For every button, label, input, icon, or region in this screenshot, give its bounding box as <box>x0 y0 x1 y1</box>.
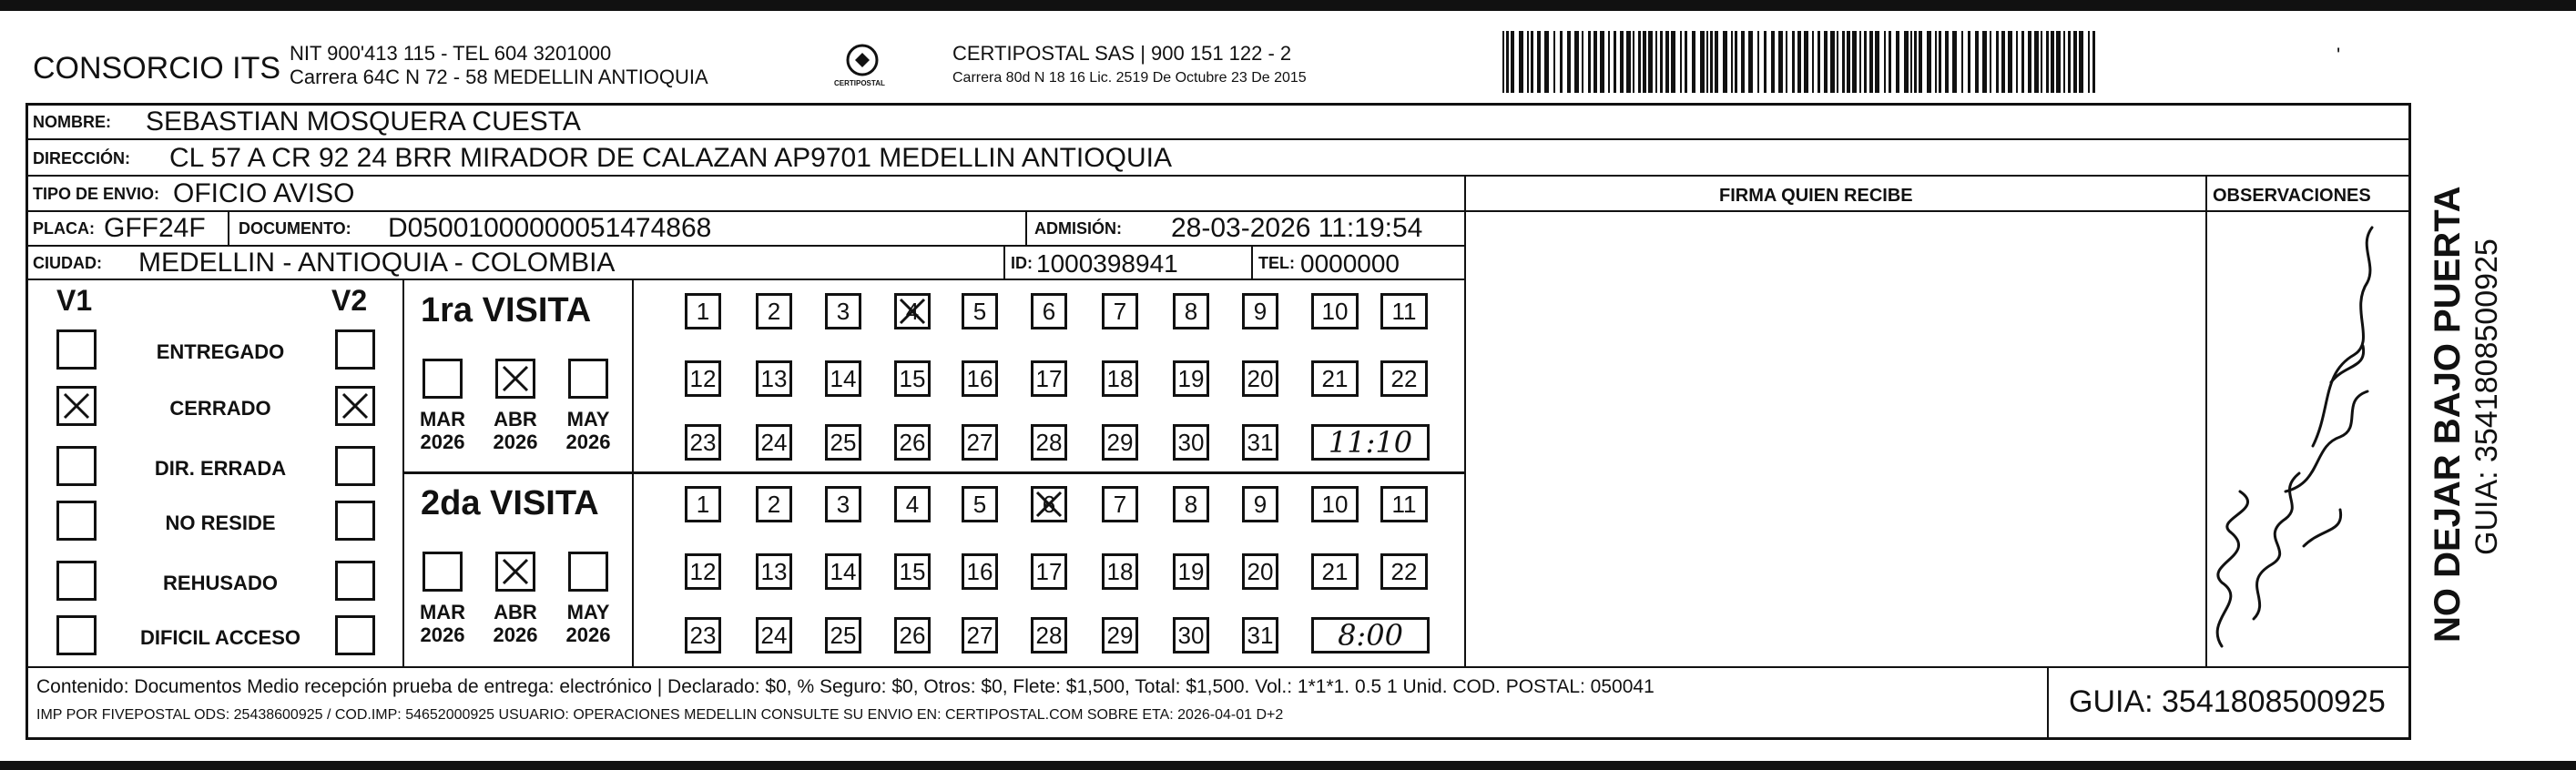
month-label: MAY 2026 <box>565 408 611 454</box>
barcode-bar <box>1544 31 1549 93</box>
barcode-bar <box>1643 31 1646 93</box>
barcode-bar <box>2008 31 2012 93</box>
row-line-3 <box>25 210 1464 212</box>
barcode-bar <box>2073 31 2077 93</box>
company-address: Carrera 64C N 72 - 58 MEDELLIN ANTIOQUIA <box>290 66 708 88</box>
barcode-bar <box>1910 31 1912 93</box>
recipient-address: CL 57 A CR 92 24 BRR MIRADOR DE CALAZAN AP9701 MEDELLIN ANTIOQUIA <box>169 143 1172 173</box>
visit-time[interactable]: 11:10 <box>1311 424 1430 461</box>
row-line-2 <box>25 175 2411 177</box>
barcode-bar <box>1735 31 1737 93</box>
day-box[interactable]: 8 <box>1173 486 1209 522</box>
barcode-bar <box>1582 31 1583 93</box>
day-box[interactable]: 6 <box>1031 486 1067 522</box>
barcode-bar <box>1919 31 1922 93</box>
day-box[interactable]: 12 <box>685 553 721 590</box>
barcode-bar <box>1975 31 1979 93</box>
barcode-bar <box>1715 31 1718 93</box>
v2-checkbox[interactable] <box>335 615 375 655</box>
barcode-bar <box>1852 31 1857 93</box>
carrier-name: CERTIPOSTAL SAS | 900 151 122 - 2 <box>952 42 1292 65</box>
barcode-bar <box>1884 31 1886 93</box>
barcode-bar <box>1648 31 1653 93</box>
month-label: ABR 2026 <box>493 601 538 647</box>
day-box[interactable]: 18 <box>1102 360 1138 397</box>
day-box[interactable]: 31 <box>1242 424 1278 461</box>
day-box[interactable]: 2 <box>756 293 792 329</box>
side-notice: NO DEJAR BAJO PUERTA <box>2428 186 2468 643</box>
barcode-bar <box>2001 31 2005 93</box>
barcode-bar <box>1626 31 1631 93</box>
barcode-bar <box>2088 31 2090 93</box>
day-box[interactable]: 13 <box>756 553 792 590</box>
barcode-bar <box>1506 31 1509 93</box>
day-mark-icon <box>1032 487 1066 529</box>
barcode <box>1502 31 2103 93</box>
day-box[interactable]: 7 <box>1102 486 1138 522</box>
barcode-bar <box>1588 31 1591 93</box>
tel-value: 0000000 <box>1300 249 1400 278</box>
barcode-bar <box>2051 31 2054 93</box>
day-box[interactable]: 8 <box>1173 293 1209 329</box>
barcode-bar <box>1875 31 1879 93</box>
barcode-bar <box>2063 31 2065 93</box>
visit-title: 2da VISITA <box>421 484 599 522</box>
month-checkbox[interactable] <box>568 359 608 399</box>
recipient-name: SEBASTIAN MOSQUERA CUESTA <box>146 106 581 137</box>
day-box[interactable]: 10 <box>1311 486 1359 522</box>
day-box[interactable]: 31 <box>1242 617 1278 653</box>
carrier-address: Carrera 80d N 18 16 Lic. 2519 De Octubre 23 De 2015 <box>952 70 1307 86</box>
v1-checkbox[interactable] <box>56 501 97 541</box>
status-option-label: ENTREGADO <box>156 340 285 363</box>
barcode-bar <box>1685 31 1687 93</box>
city-label: CIUDAD: <box>33 254 102 272</box>
frame-top <box>25 103 2411 106</box>
barcode-bar <box>1692 31 1695 93</box>
footer-guia-divider <box>2047 666 2049 739</box>
day-box[interactable]: 9 <box>1242 486 1278 522</box>
day-box[interactable]: 6 <box>1031 293 1067 329</box>
barcode-bar <box>1731 31 1733 93</box>
day-box[interactable]: 1 <box>685 293 721 329</box>
barcode-bar <box>1869 31 1873 93</box>
day-box[interactable]: 25 <box>825 617 861 653</box>
barcode-bar <box>1671 31 1675 93</box>
document-label: DOCUMENTO: <box>239 219 351 238</box>
barcode-bar <box>1537 31 1541 93</box>
certipostal-logo <box>830 40 894 95</box>
barcode-bar <box>1812 31 1814 93</box>
barcode-bar <box>2079 31 2083 93</box>
barcode-bar <box>1859 31 1861 93</box>
barcode-bar <box>1519 31 1523 93</box>
day-mark-icon <box>895 294 930 336</box>
barcode-bar <box>1710 31 1713 93</box>
day-box[interactable]: 4 <box>894 486 931 522</box>
barcode-bar <box>2021 31 2024 93</box>
status-option-label: NO RESIDE <box>165 512 276 534</box>
barcode-bar <box>1655 31 1657 93</box>
address-label: DIRECCIÓN: <box>33 149 130 167</box>
month-label: MAR 2026 <box>419 601 466 647</box>
day-box[interactable]: 25 <box>825 424 861 461</box>
top-border <box>0 0 2576 11</box>
city-value: MEDELLIN - ANTIOQUIA - COLOMBIA <box>138 248 616 278</box>
day-box[interactable]: 22 <box>1380 553 1428 590</box>
v1-checkbox[interactable] <box>56 446 97 486</box>
barcode-bar <box>1560 31 1563 93</box>
plate-value: GFF24F <box>104 213 206 243</box>
sig-header-line <box>1464 210 2411 212</box>
barcode-bar <box>1996 31 1999 93</box>
barcode-bar <box>1786 31 1787 93</box>
barcode-bar <box>1527 31 1529 93</box>
day-box[interactable]: 5 <box>962 293 998 329</box>
day-box[interactable]: 23 <box>685 617 721 653</box>
month-checkbox[interactable] <box>423 359 463 399</box>
barcode-bar <box>1935 31 1937 93</box>
barcode-bar <box>1837 31 1838 93</box>
barcode-bar <box>1502 31 1504 93</box>
barcode-bar <box>1961 31 1963 93</box>
admission-label: ADMISIÓN: <box>1034 219 1122 238</box>
day-box[interactable]: 18 <box>1102 553 1138 590</box>
day-box[interactable]: 15 <box>894 360 931 397</box>
frame-left <box>25 103 28 740</box>
row-line-5 <box>25 279 1464 280</box>
barcode-bar <box>2034 31 2039 93</box>
id-value: 1000398941 <box>1036 249 1178 278</box>
status-option-label: CERRADO <box>169 397 271 420</box>
sig-left-line <box>1464 175 1466 666</box>
visit-time[interactable]: 8:00 <box>1311 617 1430 653</box>
barcode-bar <box>1914 31 1917 93</box>
barcode-bar <box>1945 31 1949 93</box>
v2-checkbox[interactable] <box>335 501 375 541</box>
day-box[interactable]: 14 <box>825 360 861 397</box>
tel-divider <box>1251 245 1253 279</box>
day-box[interactable]: 14 <box>825 553 861 590</box>
barcode-bar <box>1665 31 1669 93</box>
v2-checkbox[interactable] <box>335 329 375 370</box>
bottom-border <box>0 761 2576 770</box>
day-box[interactable]: 23 <box>685 424 721 461</box>
barcode-bar <box>1889 31 1891 93</box>
day-box[interactable]: 12 <box>685 360 721 397</box>
day-box[interactable]: 20 <box>1242 360 1278 397</box>
barcode-bar <box>1614 31 1616 93</box>
barcode-bar <box>1952 31 1957 93</box>
day-box[interactable]: 3 <box>825 486 861 522</box>
barcode-bar <box>1927 31 1931 93</box>
day-box[interactable]: 16 <box>962 360 998 397</box>
admission-divider <box>1025 210 1027 245</box>
month-label: MAY 2026 <box>565 601 611 647</box>
day-box[interactable]: 3 <box>825 293 861 329</box>
day-box[interactable]: 13 <box>756 360 792 397</box>
day-box[interactable]: 4 <box>894 293 931 329</box>
status-option-label: REHUSADO <box>163 572 278 594</box>
admission-value: 28-03-2026 11:19:54 <box>1171 213 1423 243</box>
v2-checkbox[interactable] <box>335 386 375 426</box>
frame-bottom <box>25 737 2411 740</box>
document-value: D05001000000051474868 <box>388 213 712 243</box>
barcode-bar <box>1633 31 1634 93</box>
day-box[interactable]: 27 <box>962 424 998 461</box>
day-box[interactable]: 24 <box>756 617 792 653</box>
barcode-bar <box>1830 31 1835 93</box>
corner-mark: ' <box>2337 44 2341 66</box>
day-box[interactable]: 28 <box>1031 424 1067 461</box>
day-box[interactable]: 20 <box>1242 553 1278 590</box>
day-box[interactable]: 17 <box>1031 360 1067 397</box>
day-box[interactable]: 29 <box>1102 617 1138 653</box>
day-box[interactable]: 2 <box>756 486 792 522</box>
barcode-bar <box>1531 31 1533 93</box>
barcode-bar <box>1904 31 1909 93</box>
company-name: CONSORCIO ITS <box>33 51 281 86</box>
type-label: TIPO DE ENVIO: <box>33 185 160 203</box>
tel-label: TEL: <box>1258 254 1295 272</box>
v2-checkbox[interactable] <box>335 561 375 601</box>
month-checkbox[interactable] <box>495 359 535 399</box>
visit-title: 1ra VISITA <box>421 291 592 329</box>
row-line-1 <box>25 138 2411 140</box>
barcode-bar <box>1511 31 1514 93</box>
name-label: NOMBRE: <box>33 113 111 131</box>
day-box[interactable]: 30 <box>1173 617 1209 653</box>
day-box[interactable]: 5 <box>962 486 998 522</box>
barcode-bar <box>1804 31 1808 93</box>
v1-checkbox[interactable] <box>56 561 97 601</box>
day-box[interactable]: 24 <box>756 424 792 461</box>
barcode-bar <box>2016 31 2018 93</box>
barcode-bar <box>1990 31 1991 93</box>
id-label: ID: <box>1011 254 1033 272</box>
month-label: ABR 2026 <box>493 408 538 454</box>
barcode-bar <box>2056 31 2061 93</box>
v1-checkbox[interactable] <box>56 386 97 426</box>
logo-text: CERTIPOSTAL <box>834 79 885 87</box>
day-box[interactable]: 26 <box>894 424 931 461</box>
v1-checkbox[interactable] <box>56 615 97 655</box>
side-guia: GUIA: 3541808500925 <box>2469 238 2504 555</box>
plate-divider <box>228 210 229 245</box>
footer-guia: GUIA: 3541808500925 <box>2069 684 2386 719</box>
day-box[interactable]: 21 <box>1311 553 1359 590</box>
company-nit: NIT 900'413 115 - TEL 604 3201000 <box>290 42 612 65</box>
barcode-bar <box>1600 31 1604 93</box>
footer-top-line <box>25 666 2411 668</box>
day-box[interactable]: 1 <box>685 486 721 522</box>
v1-label: V1 <box>56 284 93 317</box>
month-checkbox[interactable] <box>495 552 535 592</box>
handwritten-signature <box>2185 218 2386 655</box>
day-box[interactable]: 28 <box>1031 617 1067 653</box>
v2-checkbox[interactable] <box>335 446 375 486</box>
month-checkbox[interactable] <box>568 552 608 592</box>
row-line-4 <box>25 245 1464 247</box>
month-divider <box>632 279 634 666</box>
footer-imp: IMP POR FIVEPOSTAL ODS: 25438600925 / COD.IMP: 54652000925 USUARIO: OPERACIONES MEDELLIN CONSULTE SU ENVIO EN: CERTIPOSTAL.COM SOBRE ETA: 2026-04-01 D+2 <box>36 707 1284 723</box>
day-box[interactable]: 10 <box>1311 293 1359 329</box>
status-option-label: DIR. ERRADA <box>154 457 287 480</box>
observations-label: OBSERVACIONES <box>2213 186 2371 206</box>
barcode-bar <box>1939 31 1941 93</box>
v1-checkbox[interactable] <box>56 329 97 370</box>
barcode-bar <box>1771 31 1775 93</box>
barcode-bar <box>1700 31 1705 93</box>
day-box[interactable]: 29 <box>1102 424 1138 461</box>
day-box[interactable]: 30 <box>1173 424 1209 461</box>
barcode-bar <box>1660 31 1663 93</box>
visit-divider <box>402 471 1464 474</box>
barcode-bar <box>1620 31 1624 93</box>
day-box[interactable]: 7 <box>1102 293 1138 329</box>
day-box[interactable]: 21 <box>1311 360 1359 397</box>
barcode-bar <box>2028 31 2031 93</box>
barcode-bar <box>2046 31 2049 93</box>
day-box[interactable]: 26 <box>894 617 931 653</box>
barcode-bar <box>2092 31 2095 93</box>
barcode-bar <box>1824 31 1828 93</box>
barcode-bar <box>1792 31 1795 93</box>
barcode-bar <box>1593 31 1597 93</box>
barcode-bar <box>1847 31 1850 93</box>
day-box[interactable]: 11 <box>1380 293 1428 329</box>
barcode-bar <box>1797 31 1801 93</box>
shipment-type: OFICIO AVISO <box>173 178 355 208</box>
day-box[interactable]: 15 <box>894 553 931 590</box>
barcode-bar <box>1817 31 1820 93</box>
barcode-bar <box>1748 31 1753 93</box>
day-box[interactable]: 19 <box>1173 553 1209 590</box>
barcode-bar <box>1778 31 1783 93</box>
barcode-bar <box>1608 31 1610 93</box>
plate-label: PLACA: <box>33 219 95 238</box>
barcode-bar <box>1553 31 1555 93</box>
barcode-bar <box>1864 31 1867 93</box>
barcode-bar <box>1982 31 1987 93</box>
day-box[interactable]: 11 <box>1380 486 1428 522</box>
barcode-bar <box>1638 31 1641 93</box>
day-box[interactable]: 19 <box>1173 360 1209 397</box>
day-box[interactable]: 27 <box>962 617 998 653</box>
status-option-label: DIFICIL ACCESO <box>139 626 300 649</box>
frame-right <box>2408 103 2411 740</box>
id-divider <box>1003 245 1005 279</box>
day-box[interactable]: 17 <box>1031 553 1067 590</box>
month-label: MAR 2026 <box>419 408 466 454</box>
barcode-bar <box>1764 31 1767 93</box>
barcode-bar <box>1574 31 1579 93</box>
v2-label: V2 <box>331 284 368 317</box>
month-checkbox[interactable] <box>423 552 463 592</box>
day-box[interactable]: 22 <box>1380 360 1428 397</box>
barcode-bar <box>1757 31 1759 93</box>
barcode-bar <box>1680 31 1682 93</box>
day-box[interactable]: 16 <box>962 553 998 590</box>
footer-content: Contenido: Documentos Medio recepción prueba de entrega: electrónico | Declarado: $0, % Seguro: $0, Otros: $0, Flete: $1,500, Total: $1,500. Vol.: 1*1*1. 0.5 1 Unid. COD. POSTAL: 050041 <box>36 676 1655 697</box>
barcode-bar <box>1567 31 1571 93</box>
barcode-bar <box>2041 31 2042 93</box>
barcode-bar <box>1842 31 1845 93</box>
barcode-bar <box>2068 31 2071 93</box>
barcode-bar <box>1741 31 1745 93</box>
barcode-bar <box>1896 31 1899 93</box>
signature-label: FIRMA QUIEN RECIBE <box>1719 186 1913 206</box>
barcode-bar <box>1723 31 1727 93</box>
barcode-bar <box>1706 31 1708 93</box>
barcode-bar <box>1968 31 1970 93</box>
day-box[interactable]: 9 <box>1242 293 1278 329</box>
